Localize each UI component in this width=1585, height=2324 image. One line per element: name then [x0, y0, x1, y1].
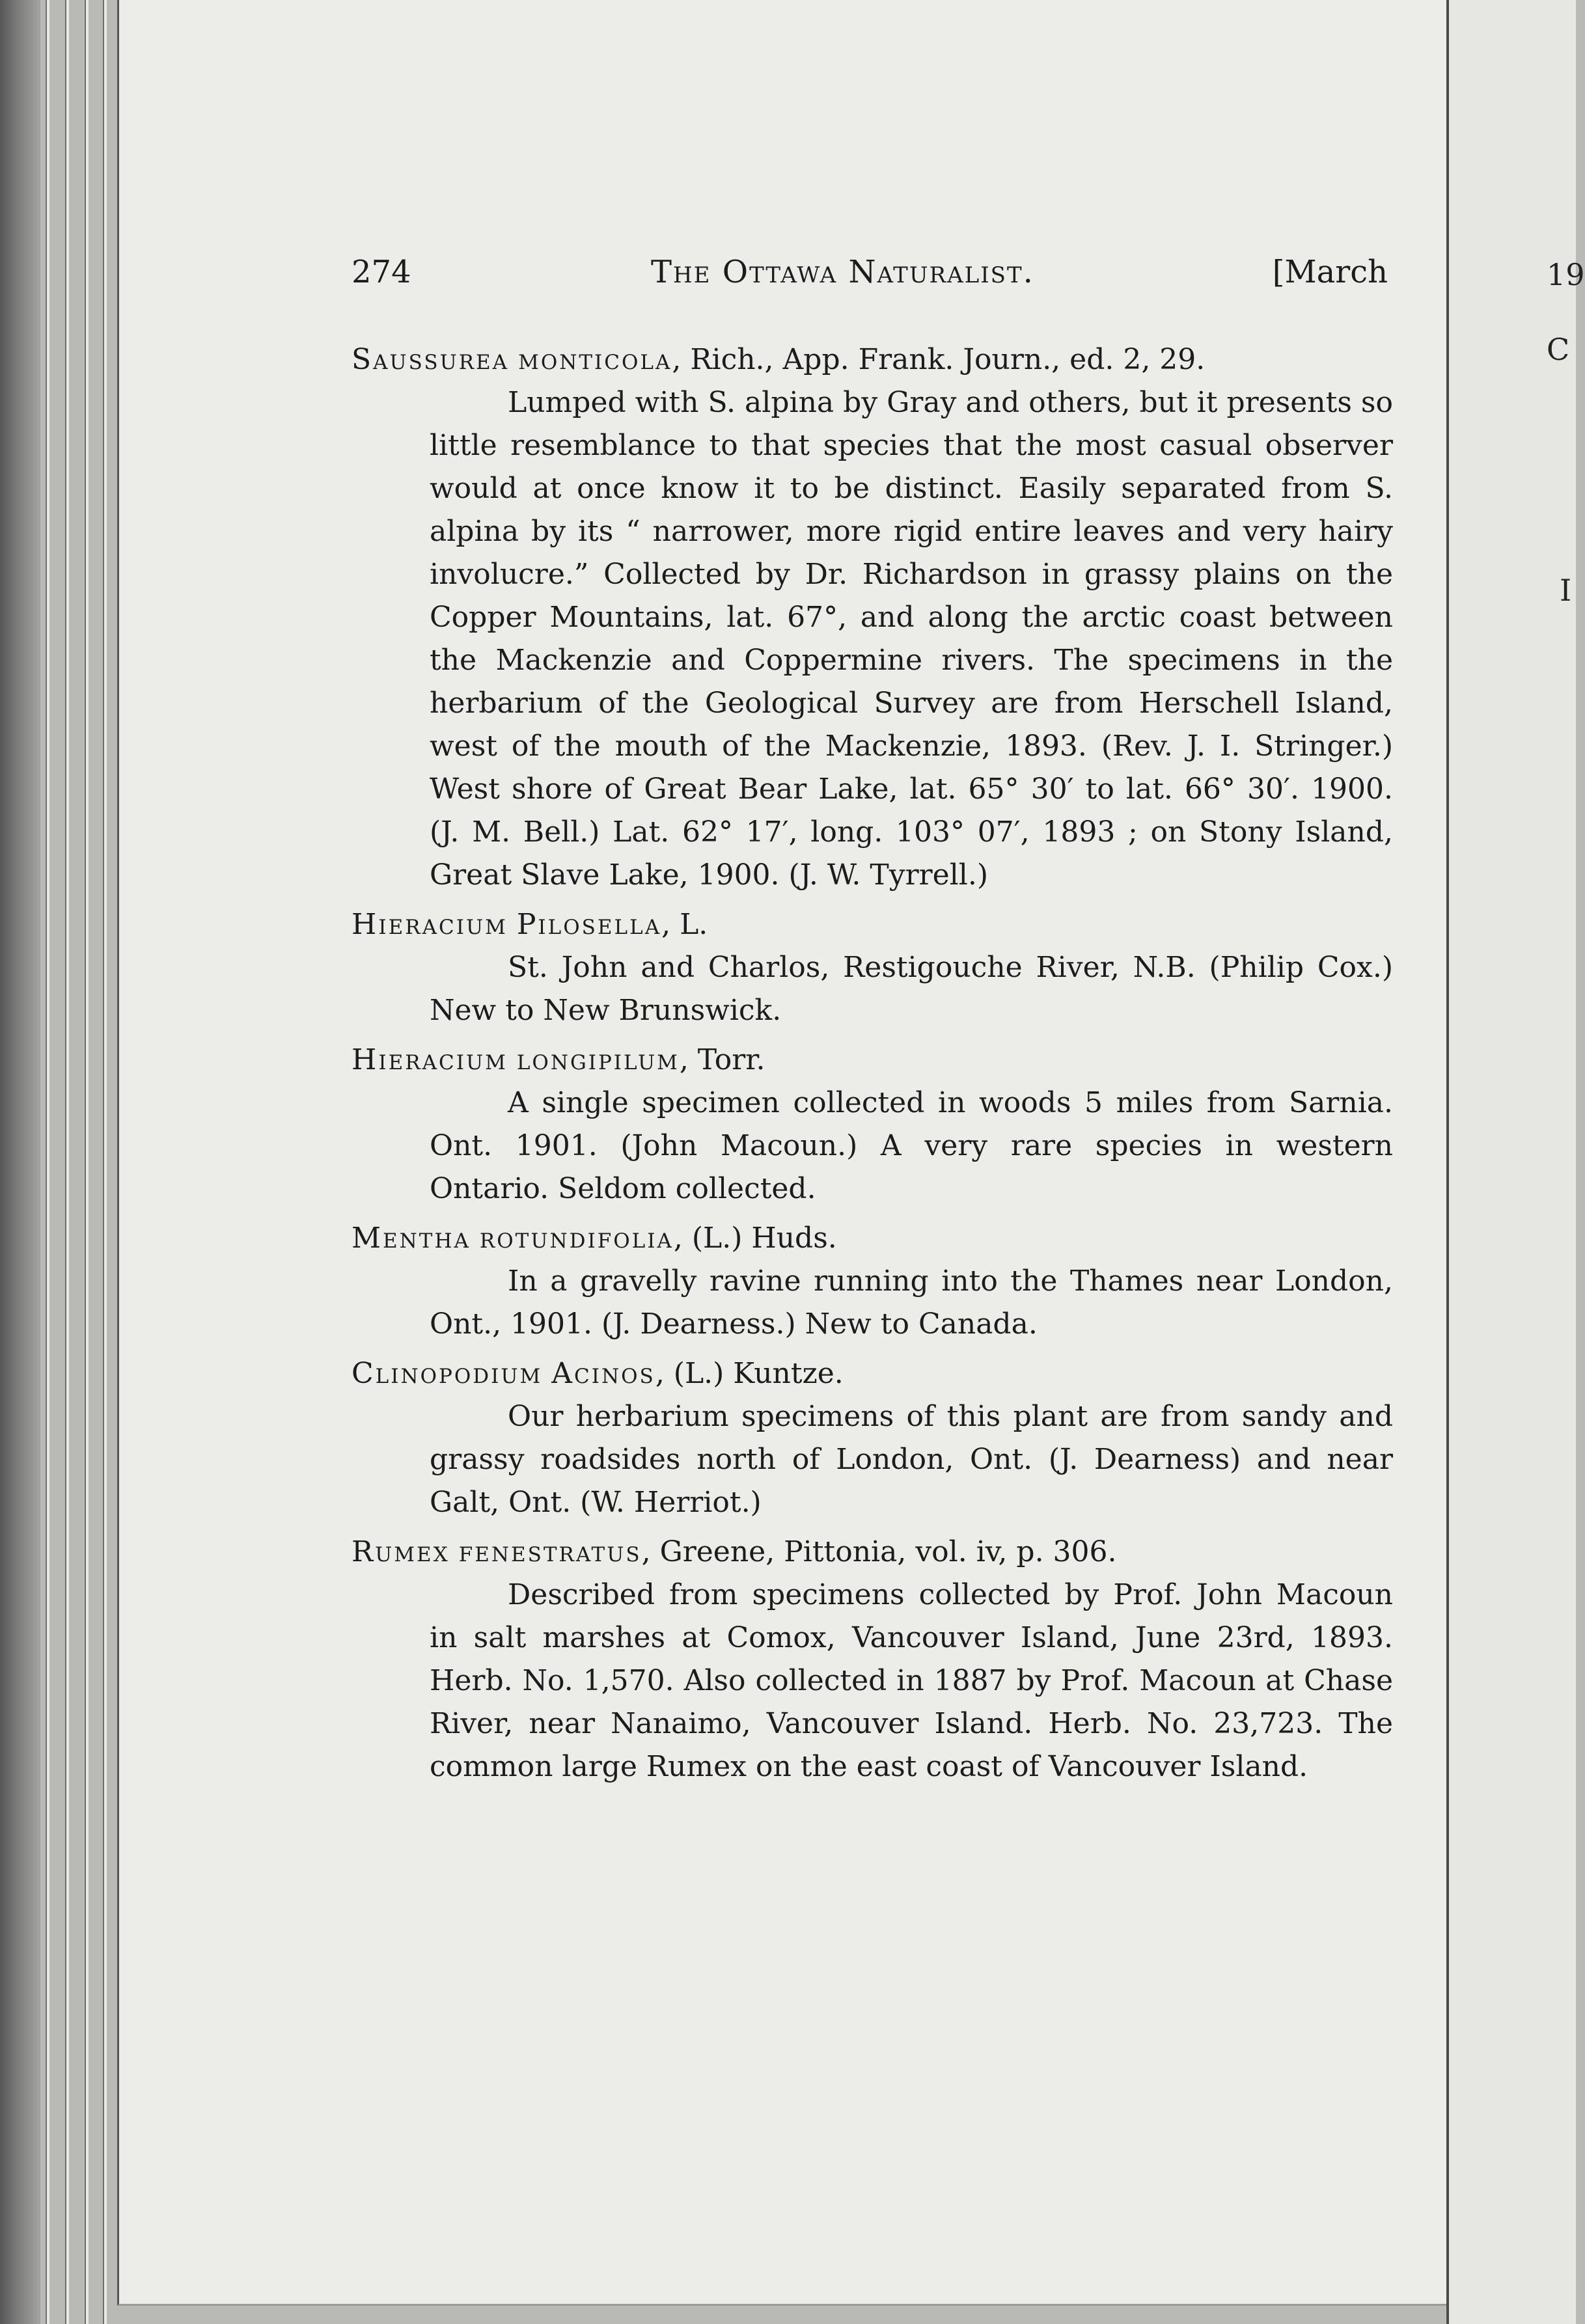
- species-description: Our herbarium specimens of this plant are from sandy and grassy roadsides north of London, Ont. (J. Dearness) and near Galt, Ont. (W. Herriot.): [430, 1400, 1393, 1519]
- genus-name: Hieracium: [351, 908, 508, 941]
- species-heading: [351, 1352, 1393, 1395]
- species-heading: [351, 1217, 1393, 1260]
- species-entry: [351, 1531, 1393, 1788]
- species-authority: , (L.) Huds.: [673, 1222, 837, 1255]
- species-name: longipilum: [516, 1043, 680, 1076]
- species-authority: , Rich., App. Frank. Journ., ed. 2, 29.: [672, 343, 1206, 376]
- page-edge: [46, 0, 49, 2324]
- page-edge: [85, 0, 89, 2324]
- species-authority: , (L.) Kuntze.: [655, 1357, 844, 1390]
- genus-name: Hieracium: [351, 1043, 508, 1076]
- species-entry: [351, 1039, 1393, 1210]
- page-edge: [65, 0, 69, 2324]
- book-spine-shadow: [0, 0, 40, 2324]
- genus-name: Clinopodium: [351, 1357, 543, 1390]
- facing-page-fragment: 19: [1547, 257, 1585, 292]
- species-name: fenestratus: [458, 1535, 642, 1568]
- species-heading: [351, 1531, 1393, 1574]
- species-description: Described from specimens collected by Prof. John Macoun in salt marshes at Comox, Vancouver Island, June 23rd, 1893. Herb. No. 1,570. Also collected in 1887 by Prof. Macoun at Chase River, near Nanaimo, Vancouver Island. Herb. No. 23,723. The common large Rumex on the east coast of Vancouver Island.: [430, 1578, 1393, 1783]
- species-heading: [351, 1039, 1393, 1082]
- species-name: Acinos: [551, 1357, 655, 1390]
- species-name: monticola: [518, 343, 672, 376]
- species-description: Lumped with S. alpina by Gray and others, but it presents so little resemblance to that species that the most casual observer would at once know it to be distinct. Easily separated from S. alpina by its “ narrower, more rigid entire leaves and very hairy involucre.” Collected by Dr. Richardson in grassy plains on the Copper Mountains, lat. 67°, and along the arctic coast between the Mackenzie and Coppermine rivers. The specimens in the herbarium of the Geological Survey are from Herschell Island, west of the mouth of the Mackenzie, 1893. (Rev. J. I. Stringer.) West shore of Great Bear Lake, lat. 65° 30′ to lat. 66° 30′. 1900. (J. M. Bell.) Lat. 62° 17′, long. 103° 07′, 1893 ; on Stony Island, Great Slave Lake, 1900. (J. W. Tyrrell.): [430, 386, 1393, 892]
- journal-title: The Ottawa Naturalist.: [651, 254, 1034, 290]
- issue-month: [March: [1272, 254, 1388, 290]
- species-entry: [351, 338, 1393, 897]
- genus-name: Mentha: [351, 1222, 471, 1255]
- species-authority: , L.: [661, 908, 708, 941]
- species-entry: [351, 1217, 1393, 1346]
- page-edge: [103, 0, 107, 2324]
- facing-page-fragment: C: [1547, 332, 1570, 367]
- species-description: In a gravelly ravine running into the Thames near London, Ont., 1901. (J. Dearness.) New to Canada.: [430, 1265, 1393, 1341]
- species-name: Pilosella: [516, 908, 662, 941]
- running-header: [351, 254, 1388, 299]
- facing-page-fragment: I: [1560, 573, 1572, 608]
- page-number: 274: [351, 254, 411, 290]
- article-body: [351, 338, 1393, 1795]
- species-name: rotundifolia: [479, 1222, 674, 1255]
- species-description: A single specimen collected in woods 5 miles from Sarnia. Ont. 1901. (John Macoun.) A very rare species in western Ontario. Seldom collected.: [430, 1086, 1393, 1205]
- genus-name: Saussurea: [351, 343, 510, 376]
- species-entry: [351, 1352, 1393, 1524]
- species-authority: , Greene, Pittonia, vol. iv, p. 306.: [641, 1535, 1117, 1568]
- species-description: St. John and Charlos, Restigouche River, N.B. (Philip Cox.) New to New Brunswick.: [430, 951, 1393, 1027]
- species-authority: , Torr.: [679, 1043, 765, 1076]
- species-heading: [351, 903, 1393, 946]
- genus-name: Rumex: [351, 1535, 450, 1568]
- species-heading: [351, 338, 1393, 381]
- facing-page: [1446, 0, 1585, 2324]
- species-entry: [351, 903, 1393, 1032]
